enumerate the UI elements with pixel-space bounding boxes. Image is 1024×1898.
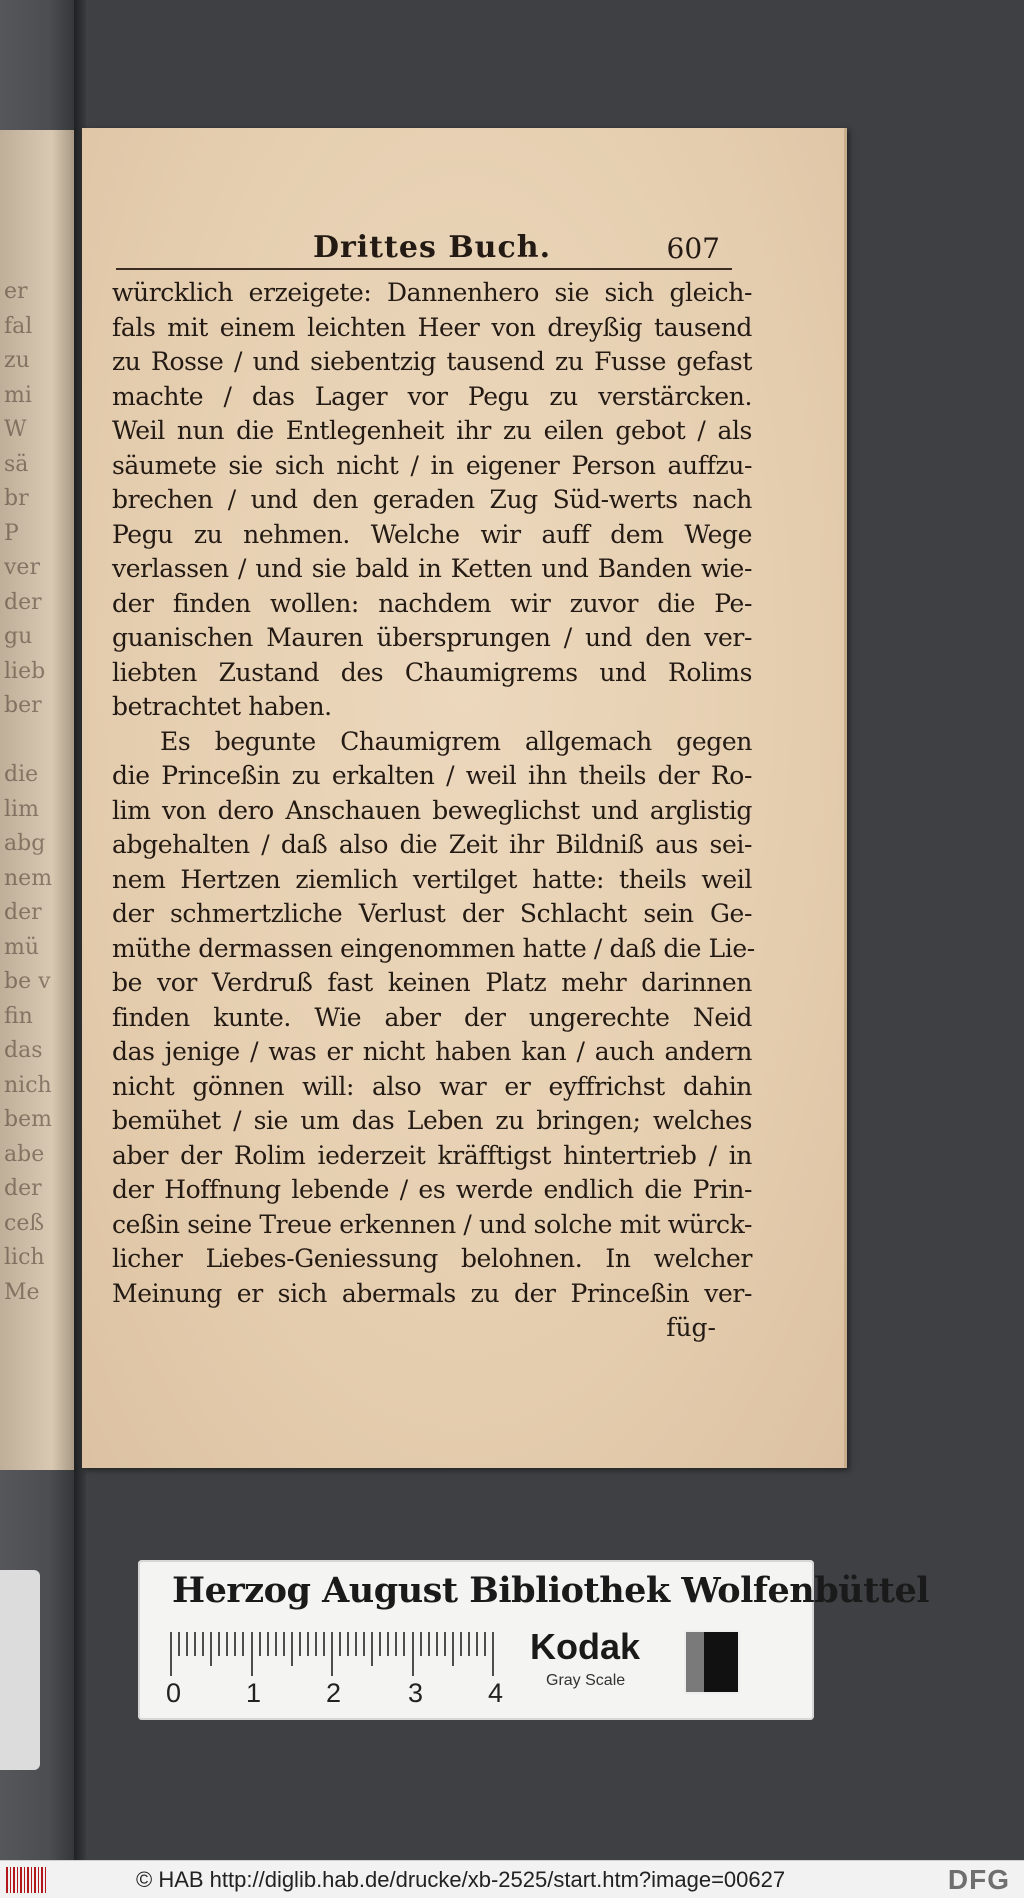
gray-scale-caption: Gray Scale (546, 1672, 626, 1689)
footer-credit[interactable]: © HAB http://diglib.hab.de/drucke/xb-2525/start.htm?image=00627 (136, 1867, 786, 1892)
ruler-tick (323, 1632, 325, 1656)
barcode-icon (6, 1867, 46, 1893)
ruler-tick (259, 1632, 261, 1656)
ruler-tick (210, 1632, 212, 1666)
ruler-number: 0 (166, 1678, 182, 1708)
facing-text-fragment: fal (4, 313, 33, 339)
ruler-tick (178, 1632, 180, 1656)
dfg-logo: DFG (947, 1864, 1010, 1895)
text-line: nicht gönnen will: also war er eyffrichst dahin (112, 1071, 752, 1101)
library-name: Herzog August Bibliothek Wolfenbüttel (172, 1570, 930, 1611)
ruler-tick (291, 1632, 293, 1666)
text-line: würcklich erzeigete: Dannenhero sie sich gleich- (112, 278, 752, 307)
gray-scale-patch (686, 1632, 738, 1692)
facing-text-fragment: der (4, 900, 42, 925)
facing-page-text (4, 275, 72, 1310)
text-line: der Hoffnung lebende / es werde endlich die Prin- (112, 1175, 752, 1204)
text-line: Es begunte Chaumigrem allgemach gegen (160, 726, 752, 756)
facing-text-fragment: mü (4, 934, 40, 960)
ruler-number: 3 (408, 1678, 424, 1708)
ruler-number: 1 (246, 1678, 262, 1708)
ruler-tick (460, 1632, 462, 1656)
ruler-tick (452, 1632, 454, 1666)
text-line: säumete sie sich nicht / in eigener Person auffzu- (112, 450, 752, 480)
facing-text-fragment: mi (4, 382, 32, 408)
text-line: fals mit einem leichten Heer von dreyßig tausend (112, 312, 752, 342)
facing-text-fragment: fin (4, 1003, 33, 1029)
facing-text-fragment: be v (4, 969, 51, 994)
text-line: machte / das Lager vor Pegu zu verstärcken. (112, 381, 752, 411)
ruler-tick (355, 1632, 357, 1656)
text-body (112, 276, 755, 1311)
text-line: brechen / und den geraden Zug Süd-werts nach (112, 485, 752, 514)
text-line: Pegu zu nehmen. Welche wir auff dem Wege (112, 519, 752, 549)
ruler-tick (420, 1632, 422, 1656)
facing-text-fragment: br (4, 486, 29, 511)
scale-ruler (170, 1632, 500, 1682)
facing-text-fragment: lich (4, 1245, 45, 1270)
facing-text-fragment: ber (4, 693, 42, 718)
ruler-tick (307, 1632, 309, 1656)
ruler-tick (194, 1632, 196, 1656)
page-content (112, 228, 755, 1346)
ruler-tick (251, 1632, 253, 1676)
ruler-tick (412, 1632, 414, 1676)
text-line: der schmertzliche Verlust der Schlacht sein Ge- (112, 899, 752, 928)
facing-text-fragment: er (4, 279, 28, 304)
ruler-tick (395, 1632, 397, 1656)
ruler-tick (403, 1632, 405, 1656)
facing-text-fragment: sä (4, 451, 29, 477)
facing-text-fragment: W (4, 417, 27, 442)
ruler-tick (234, 1632, 236, 1656)
facing-text-fragment: Me (4, 1279, 40, 1305)
ruler-tick (371, 1632, 373, 1666)
facing-text-fragment: zu (4, 348, 30, 373)
text-line: licher Liebes-Geniessung belohnen. In welcher (112, 1244, 752, 1273)
ruler-tick (283, 1632, 285, 1656)
ruler-tick (492, 1632, 494, 1676)
ruler-tick (331, 1632, 333, 1676)
ruler-tick (315, 1632, 317, 1656)
head-rule (116, 268, 732, 270)
facing-text-fragment: abg (4, 831, 46, 856)
scanned-page (82, 128, 847, 1468)
ruler-tick (275, 1632, 277, 1656)
facing-text-fragment: ver (4, 555, 40, 580)
ruler-numbers (166, 1678, 506, 1714)
facing-text-fragment: die (4, 762, 39, 787)
text-line: verlassen / und sie bald in Ketten und Banden wie- (112, 554, 752, 583)
text-line: ceßin seine Treue erkennen / und solche mit würck- (112, 1209, 752, 1239)
ruler-tick (202, 1632, 204, 1656)
ruler-tick (347, 1632, 349, 1656)
facing-text-fragment: ceß (4, 1210, 45, 1236)
facing-text-fragment: abe (4, 1141, 45, 1167)
ruler-tick (379, 1632, 381, 1656)
ruler-tick (436, 1632, 438, 1656)
library-label-card (138, 1560, 930, 1720)
ruler-tick (186, 1632, 188, 1656)
facing-page-edge (0, 130, 74, 1470)
facing-text-fragment: der (4, 589, 42, 615)
text-line: die Princeßin zu erkalten / weil ihn theils der Ro- (112, 761, 752, 790)
running-head-title: Drittes Buch. (312, 230, 552, 265)
facing-text-fragment: lieb (4, 658, 46, 684)
page-number: 607 (666, 232, 720, 265)
ruler-tick (476, 1632, 478, 1656)
text-line: Meinung er sich abermals zu der Princeßin ver- (112, 1278, 752, 1308)
ruler-tick (218, 1632, 220, 1656)
ruler-tick (267, 1632, 269, 1656)
text-line: betrachtet haben. (112, 692, 332, 721)
ruler-tick (484, 1632, 486, 1656)
ruler-tick (387, 1632, 389, 1656)
text-line: lim von dero Anschauen beweglichst und arglistig (112, 795, 752, 825)
text-line: nem Hertzen ziemlich vertilget hatte: theils weil (112, 864, 752, 894)
text-line: das jenige / was er nicht haben kan / auch andern (112, 1037, 752, 1066)
text-line: finden kunte. Wie aber der ungerechte Neid (112, 1002, 752, 1032)
text-line: abgehalten / daß also die Zeit ihr Bildniß aus sei- (112, 830, 752, 859)
facing-text-fragment: nich (4, 1072, 52, 1098)
footer-bar (0, 1860, 1024, 1898)
facing-text-fragment: das (4, 1038, 43, 1063)
text-line: guanischen Mauren übersprungen / und den ver- (112, 623, 752, 652)
text-line: bemühet / sie um das Leben zu bringen; welches (112, 1106, 752, 1135)
facing-label-card-edge (0, 1570, 40, 1770)
ruler-tick (339, 1632, 341, 1656)
ruler-tick (226, 1632, 228, 1656)
ruler-tick (363, 1632, 365, 1656)
text-line: der finden wollen: nachdem wir zuvor die Pe- (112, 588, 752, 618)
facing-text-fragment (4, 724, 72, 759)
facing-text-fragment: nem (4, 865, 53, 891)
facing-text-fragment: lim (4, 796, 39, 822)
kodak-logo: Kodak (530, 1626, 641, 1667)
running-head (112, 228, 752, 272)
text-line: Weil nun die Entlegenheit ihr zu eilen gebot / als (112, 416, 752, 445)
facing-text-fragment: bem (4, 1107, 52, 1132)
text-line: liebten Zustand des Chaumigrems und Rolims (112, 657, 752, 687)
text-line: be vor Verdruß fast keinen Platz mehr darinnen (112, 968, 752, 997)
ruler-tick (242, 1632, 244, 1656)
text-line: zu Rosse / und siebentzig tausend zu Fusse gefast (112, 347, 752, 376)
ruler-number: 2 (326, 1678, 342, 1708)
ruler-tick (299, 1632, 301, 1656)
facing-text-fragment: P (4, 520, 19, 546)
ruler-number: 4 (488, 1678, 504, 1708)
ruler-tick (444, 1632, 446, 1656)
ruler-tick (468, 1632, 470, 1656)
ruler-tick (170, 1632, 172, 1676)
ruler-tick (428, 1632, 430, 1656)
facing-text-fragment: gu (4, 624, 33, 649)
catchword: füg- (666, 1313, 716, 1342)
text-line: aber der Rolim iederzeit kräfftigst hintertrieb / in (112, 1140, 752, 1170)
text-line: müthe dermassen eingenommen hatte / daß die Lie- (112, 933, 755, 963)
facing-text-fragment: der (4, 1176, 42, 1201)
